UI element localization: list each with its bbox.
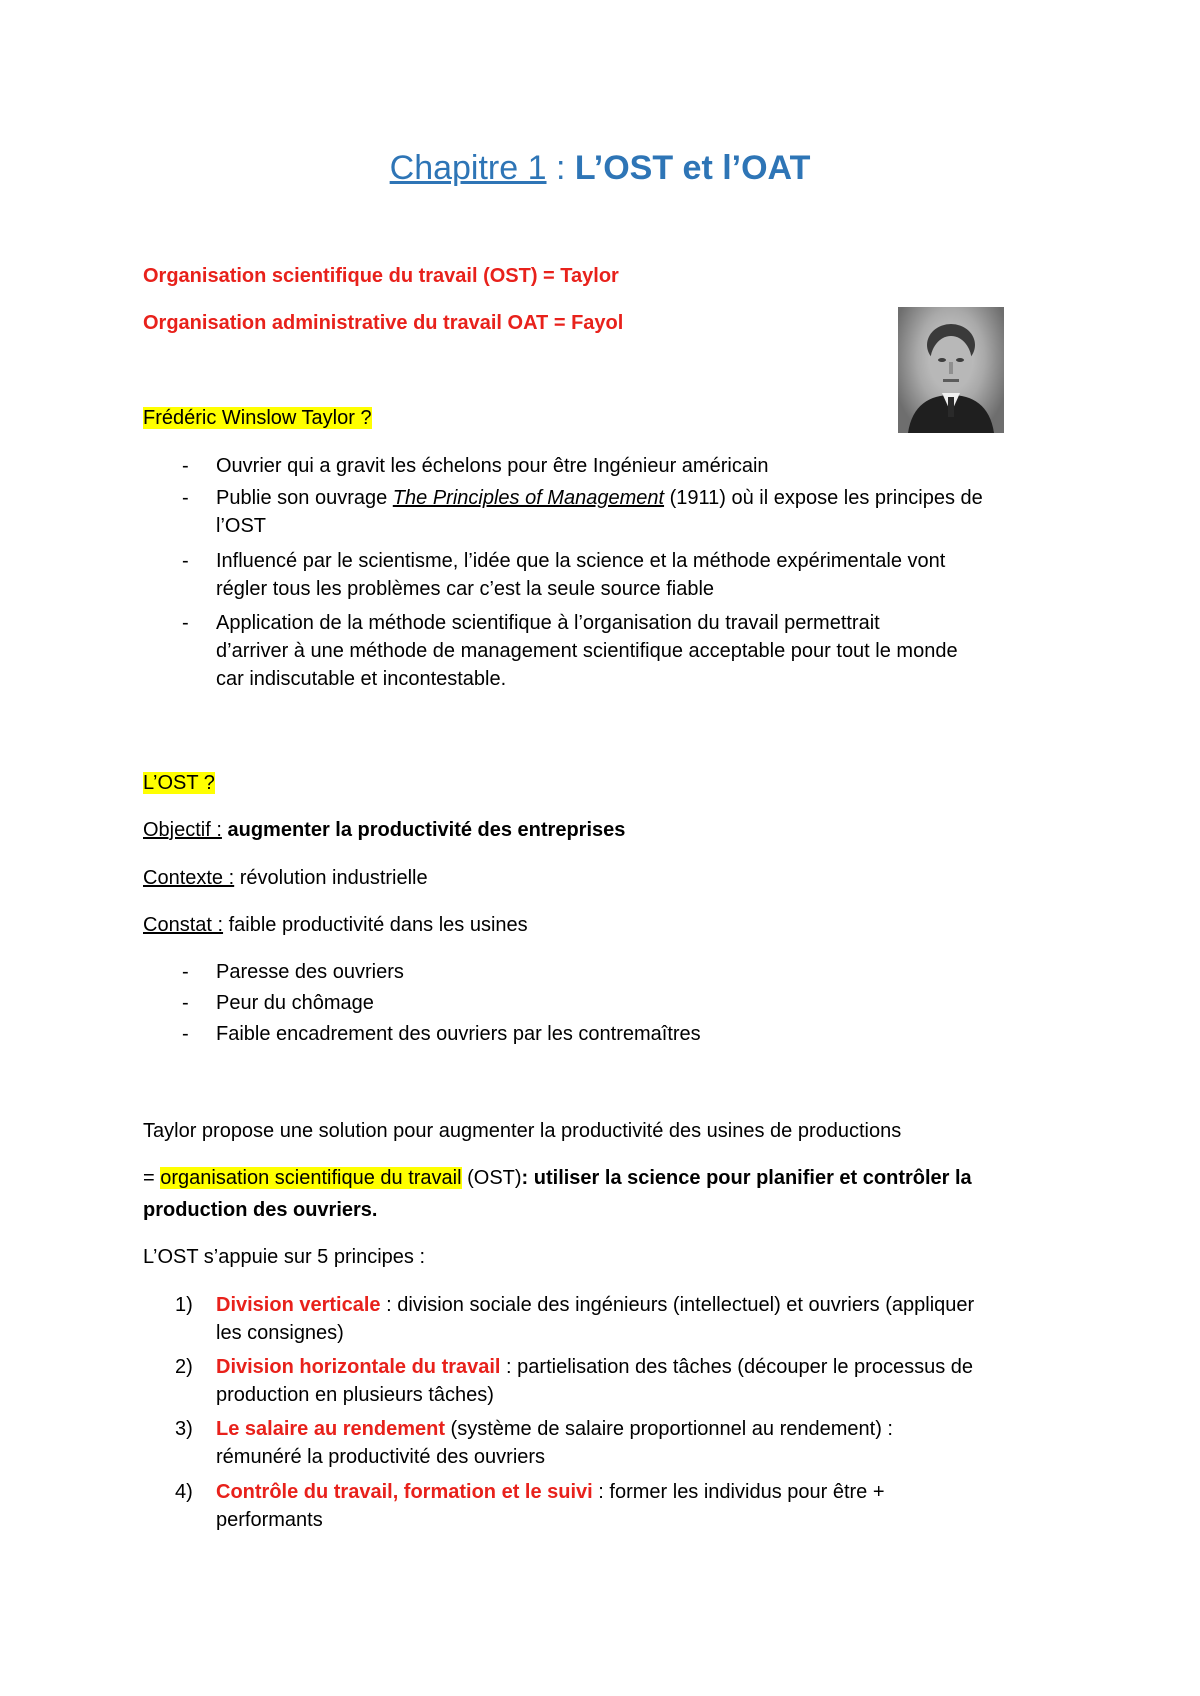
principle-number: 2) [175, 1356, 193, 1378]
taylor-bullet-2 [216, 484, 1076, 540]
principle-1 [216, 1291, 1076, 1347]
solution-definition-cont: production des ouvriers. [143, 1199, 378, 1221]
principle-text: production en plusieurs tâches) [216, 1384, 494, 1406]
solution-definition-line [143, 1164, 972, 1192]
oat-definition-line: Organisation administrative du travail OAT = Fayol [143, 312, 624, 334]
bullet-dash: - [182, 1023, 189, 1045]
bullet-dash: - [182, 612, 189, 634]
bullet-dash: - [182, 487, 189, 509]
contexte-label: Contexte : [143, 867, 235, 889]
principle-text: : division sociale des ingénieurs (intellectuel) et ouvriers (appliquer [380, 1294, 975, 1316]
constat-text: faible productivité dans les usines [223, 914, 528, 936]
taylor-bullet-4 [216, 609, 1076, 693]
constat-label: Constat : [143, 914, 224, 936]
taylor-bullet-3 [216, 547, 1076, 603]
chapter-number: Chapitre 1 [389, 149, 547, 187]
page-title [0, 148, 1200, 188]
principle-3 [216, 1415, 1076, 1471]
bullet-dash: - [182, 992, 189, 1014]
taylor-portrait-image [898, 307, 1004, 433]
principle-2 [216, 1353, 1076, 1409]
ost-abbrev: (OST) [461, 1167, 522, 1189]
principle-label: Division verticale [216, 1294, 381, 1316]
taylor-bullet-1 [216, 452, 1076, 480]
bullet-text: (1911) où il expose les principes de [664, 487, 983, 509]
contexte-text: révolution industrielle [234, 867, 428, 889]
principle-text: rémunéré la productivité des ouvriers [216, 1446, 546, 1468]
bullet-text: l’OST [216, 515, 266, 537]
ost-heading-text: L’OST ? [143, 772, 215, 794]
bullet-text: Influencé par le scientisme, l’idée que la science et la méthode expérimentale vont [216, 550, 946, 572]
principle-number: 4) [175, 1481, 193, 1503]
principle-label: Division horizontale du travail [216, 1356, 501, 1378]
ost-heading [143, 769, 215, 797]
bullet-dash: - [182, 550, 189, 572]
objectif-label: Objectif : [143, 819, 222, 841]
bullet-dash: - [182, 961, 189, 983]
principle-label: Contrôle du travail, formation et le suivi [216, 1481, 593, 1503]
solution-definition-text: : utiliser la science pour planifier et contrôler la [521, 1167, 972, 1189]
principle-text: : former les individus pour être + [592, 1481, 885, 1503]
bullet-dash: - [182, 455, 189, 477]
objectif-text: augmenter la productivité des entreprises [221, 819, 626, 841]
principles-intro: L’OST s’appuie sur 5 principes : [143, 1246, 426, 1268]
contexte-line [143, 864, 428, 892]
principle-number: 3) [175, 1418, 193, 1440]
objectif-line [143, 816, 625, 844]
bullet-text: Application de la méthode scientifique à l’organisation du travail permettrait [216, 612, 880, 634]
ost-definition-line: Organisation scientifique du travail (OST) = Taylor [143, 265, 619, 287]
bullet-text: car indiscutable et incontestable. [216, 668, 507, 690]
bullet-text: d’arriver à une méthode de management scientifique acceptable pour tout le monde [216, 640, 958, 662]
principle-text: performants [216, 1509, 323, 1531]
bullet-text: Publie son ouvrage [216, 487, 393, 509]
principle-label: Le salaire au rendement [216, 1418, 445, 1440]
title-separator: : [546, 149, 575, 187]
highlighted-term: organisation scientifique du travail [160, 1167, 462, 1189]
equals-sign: = [143, 1167, 161, 1189]
solution-line: Taylor propose une solution pour augmenter la productivité des usines de productions [143, 1120, 902, 1142]
bullet-text: Ouvrier qui a gravit les échelons pour être Ingénieur américain [216, 455, 769, 477]
principle-text: : partielisation des tâches (découper le processus de [500, 1356, 973, 1378]
taylor-heading-text: Frédéric Winslow Taylor ? [143, 407, 372, 429]
chapter-title: L’OST et l’OAT [574, 149, 811, 187]
principle-number: 1) [175, 1294, 193, 1316]
book-title: The Principles of Management [392, 487, 665, 509]
principle-text: les consignes) [216, 1322, 344, 1344]
taylor-heading [143, 404, 372, 432]
constat-item-2: Peur du chômage [216, 992, 374, 1014]
principle-4 [216, 1478, 1076, 1534]
constat-item-1: Paresse des ouvriers [216, 961, 404, 983]
bullet-text: régler tous les problèmes car c’est la seule source fiable [216, 578, 715, 600]
constat-item-3: Faible encadrement des ouvriers par les contremaîtres [216, 1023, 701, 1045]
constat-line [143, 911, 528, 939]
principle-text: (système de salaire proportionnel au rendement) : [444, 1418, 893, 1440]
